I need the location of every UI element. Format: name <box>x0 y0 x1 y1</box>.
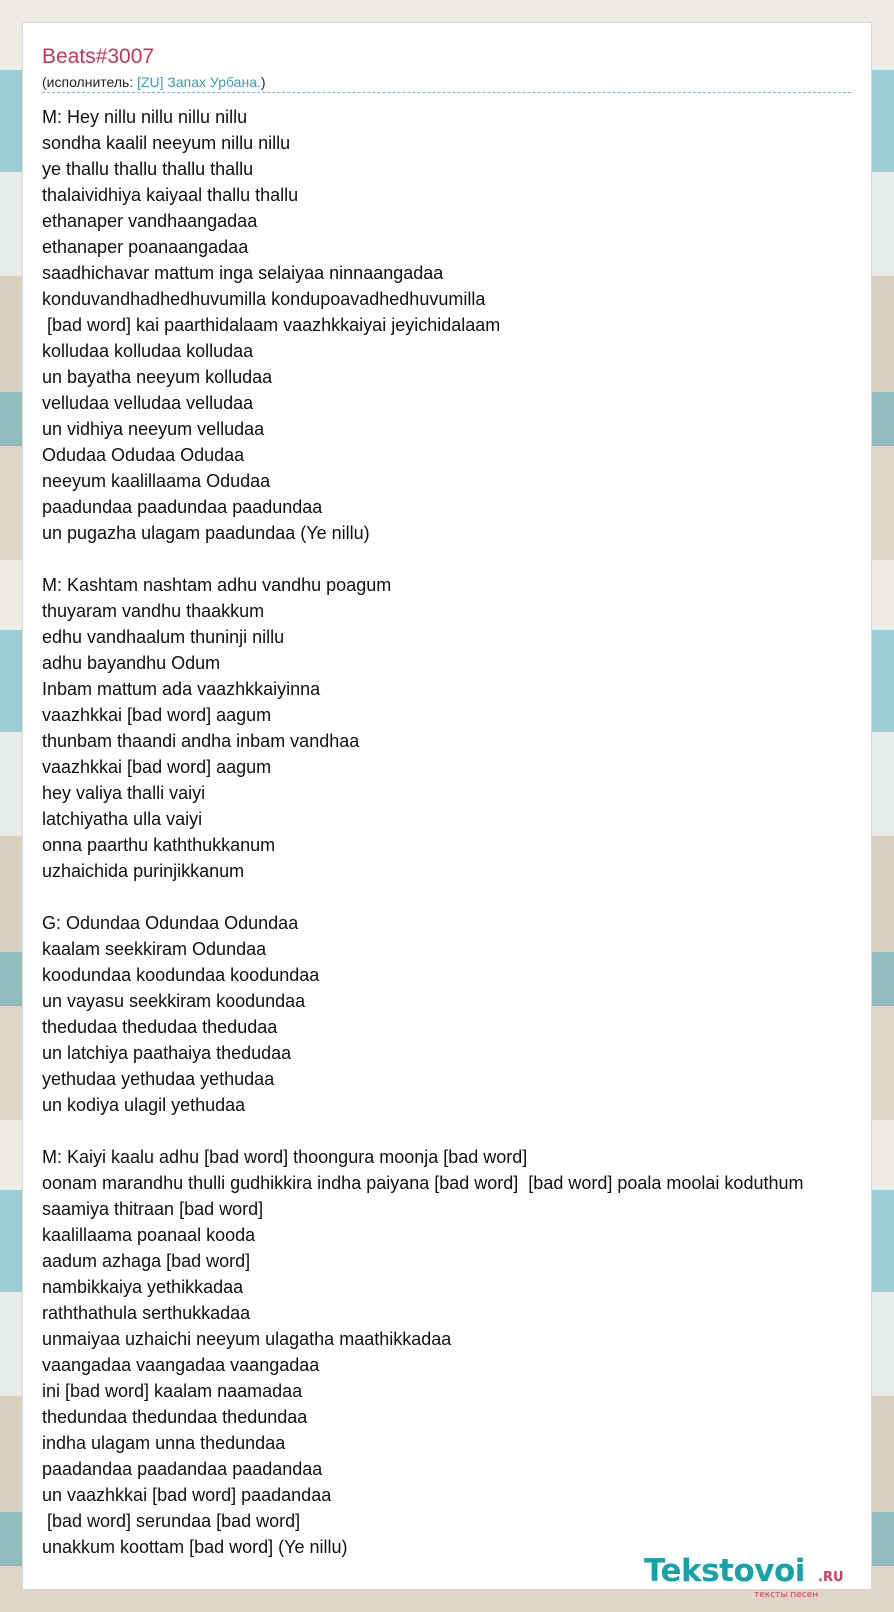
lyric-line: M: Kaiyi kaalu adhu [bad word] thoongura moonja [bad word] <box>42 1147 528 1167</box>
lyric-line: G: Odundaa Odundaa Odundaa <box>42 913 299 933</box>
lyric-line: un latchiya paathaiya thedudaa <box>42 1043 292 1063</box>
lyric-line: thedundaa thedundaa thedundaa <box>42 1407 308 1427</box>
lyric-line: unmaiyaa uzhaichi neeyum ulagatha maathikkadaa <box>42 1329 452 1349</box>
lyric-line: nambikkaiya yethikkadaa <box>42 1277 244 1297</box>
lyric-line: un vayasu seekkiram koodundaa <box>42 991 306 1011</box>
lyric-line: [bad word] kai paarthidalaam vaazhkkaiyai jeyichidalaam <box>42 315 501 335</box>
site-logo[interactable] <box>644 1553 854 1600</box>
lyric-line: aadum azhaga [bad word] <box>42 1251 251 1271</box>
logo-wordmark: Tekstovoi <box>644 1553 805 1589</box>
lyric-line: M: Hey nillu nillu nillu nillu <box>42 107 248 127</box>
lyric-line: onna paarthu kaththukkanum <box>42 835 276 855</box>
lyrics-panel <box>22 22 872 1600</box>
lyric-line: indha ulagam unna thedundaa <box>42 1433 286 1453</box>
lyric-line: ethanaper poanaangadaa <box>42 237 249 257</box>
lyric-line: adhu bayandhu Odum <box>42 653 221 673</box>
lyric-line: raththathula serthukkadaa <box>42 1303 251 1323</box>
lyric-line: ethanaper vandhaangadaa <box>42 211 258 231</box>
lyric-line: edhu vandhaalum thuninji nillu <box>42 627 285 647</box>
lyric-line: kaalillaama poanaal kooda <box>42 1225 256 1245</box>
lyric-line: [bad word] serundaa [bad word] <box>42 1511 301 1531</box>
lyric-line: un kodiya ulagil yethudaa <box>42 1095 246 1115</box>
lyric-line: oonam marandhu thulli gudhikkira indha paiyana [bad word] [bad word] poala moolai koduthum <box>42 1173 804 1193</box>
lyric-line: saadhichavar mattum inga selaiyaa ninnaangadaa <box>42 263 444 283</box>
title-divider <box>42 92 851 93</box>
lyric-line: un bayatha neeyum kolludaa <box>42 367 273 387</box>
lyric-line: yethudaa yethudaa yethudaa <box>42 1069 275 1089</box>
lyric-line: thunbam thaandi andha inbam vandhaa <box>42 731 360 751</box>
lyric-line: ini [bad word] kaalam naamadaa <box>42 1381 303 1401</box>
song-title: Beats#3007 <box>42 45 155 68</box>
lyric-line: un vaazhkkai [bad word] paadandaa <box>42 1485 332 1505</box>
artist-suffix: ) <box>260 74 266 90</box>
lyric-line: uzhaichida purinjikkanum <box>42 861 245 881</box>
lyric-line: un vidhiya neeyum velludaa <box>42 419 265 439</box>
logo-tld: .RU <box>818 1570 844 1585</box>
lyric-line: Odudaa Odudaa Odudaa <box>42 445 245 465</box>
stanza-break <box>42 546 871 572</box>
lyric-line: thuyaram vandhu thaakkum <box>42 601 265 621</box>
lyric-line: konduvandhadhedhuvumilla kondupoavadhedhuvumilla <box>42 289 486 309</box>
lyric-line: neeyum kaalillaama Odudaa <box>42 471 271 491</box>
stanza-break <box>42 1118 871 1144</box>
lyric-line: latchiyatha ulla vaiyi <box>42 809 203 829</box>
lyric-line: un pugazha ulagam paadundaa (Ye nillu) <box>42 523 370 543</box>
lyric-line: thalaividhiya kaiyaal thallu thallu <box>42 185 299 205</box>
lyric-line: vaazhkkai [bad word] aagum <box>42 705 272 725</box>
lyric-line: vaangadaa vaangadaa vaangadaa <box>42 1355 320 1375</box>
stanza-break <box>42 884 871 910</box>
lyric-line: ye thallu thallu thallu thallu <box>42 159 254 179</box>
lyric-line: unakkum koottam [bad word] (Ye nillu) <box>42 1537 348 1557</box>
logo-tagline: тексты песен <box>754 1590 819 1600</box>
lyric-line: koodundaa koodundaa koodundaa <box>42 965 320 985</box>
lyric-line: velludaa velludaa velludaa <box>42 393 254 413</box>
lyric-line: kolludaa kolludaa kolludaa <box>42 341 254 361</box>
lyric-line: Inbam mattum ada vaazhkkaiyinna <box>42 679 321 699</box>
lyric-line: sondha kaalil neeyum nillu nillu <box>42 133 291 153</box>
lyric-line: thedudaa thedudaa thedudaa <box>42 1017 278 1037</box>
artist-prefix: (исполнитель: <box>42 74 138 90</box>
lyric-line: vaazhkkai [bad word] aagum <box>42 757 272 777</box>
artist-line <box>42 74 266 90</box>
lyric-line: paadandaa paadandaa paadandaa <box>42 1459 323 1479</box>
lyrics-text <box>42 104 871 1560</box>
lyric-line: kaalam seekkiram Odundaa <box>42 939 267 959</box>
lyric-line: M: Kashtam nashtam adhu vandhu poagum <box>42 575 392 595</box>
artist-link[interactable]: [ZU] Запах Урбана. <box>137 74 261 90</box>
lyric-line: paadundaa paadundaa paadundaa <box>42 497 323 517</box>
lyric-line: saamiya thitraan [bad word] <box>42 1199 264 1219</box>
lyric-line: hey valiya thalli vaiyi <box>42 783 206 803</box>
